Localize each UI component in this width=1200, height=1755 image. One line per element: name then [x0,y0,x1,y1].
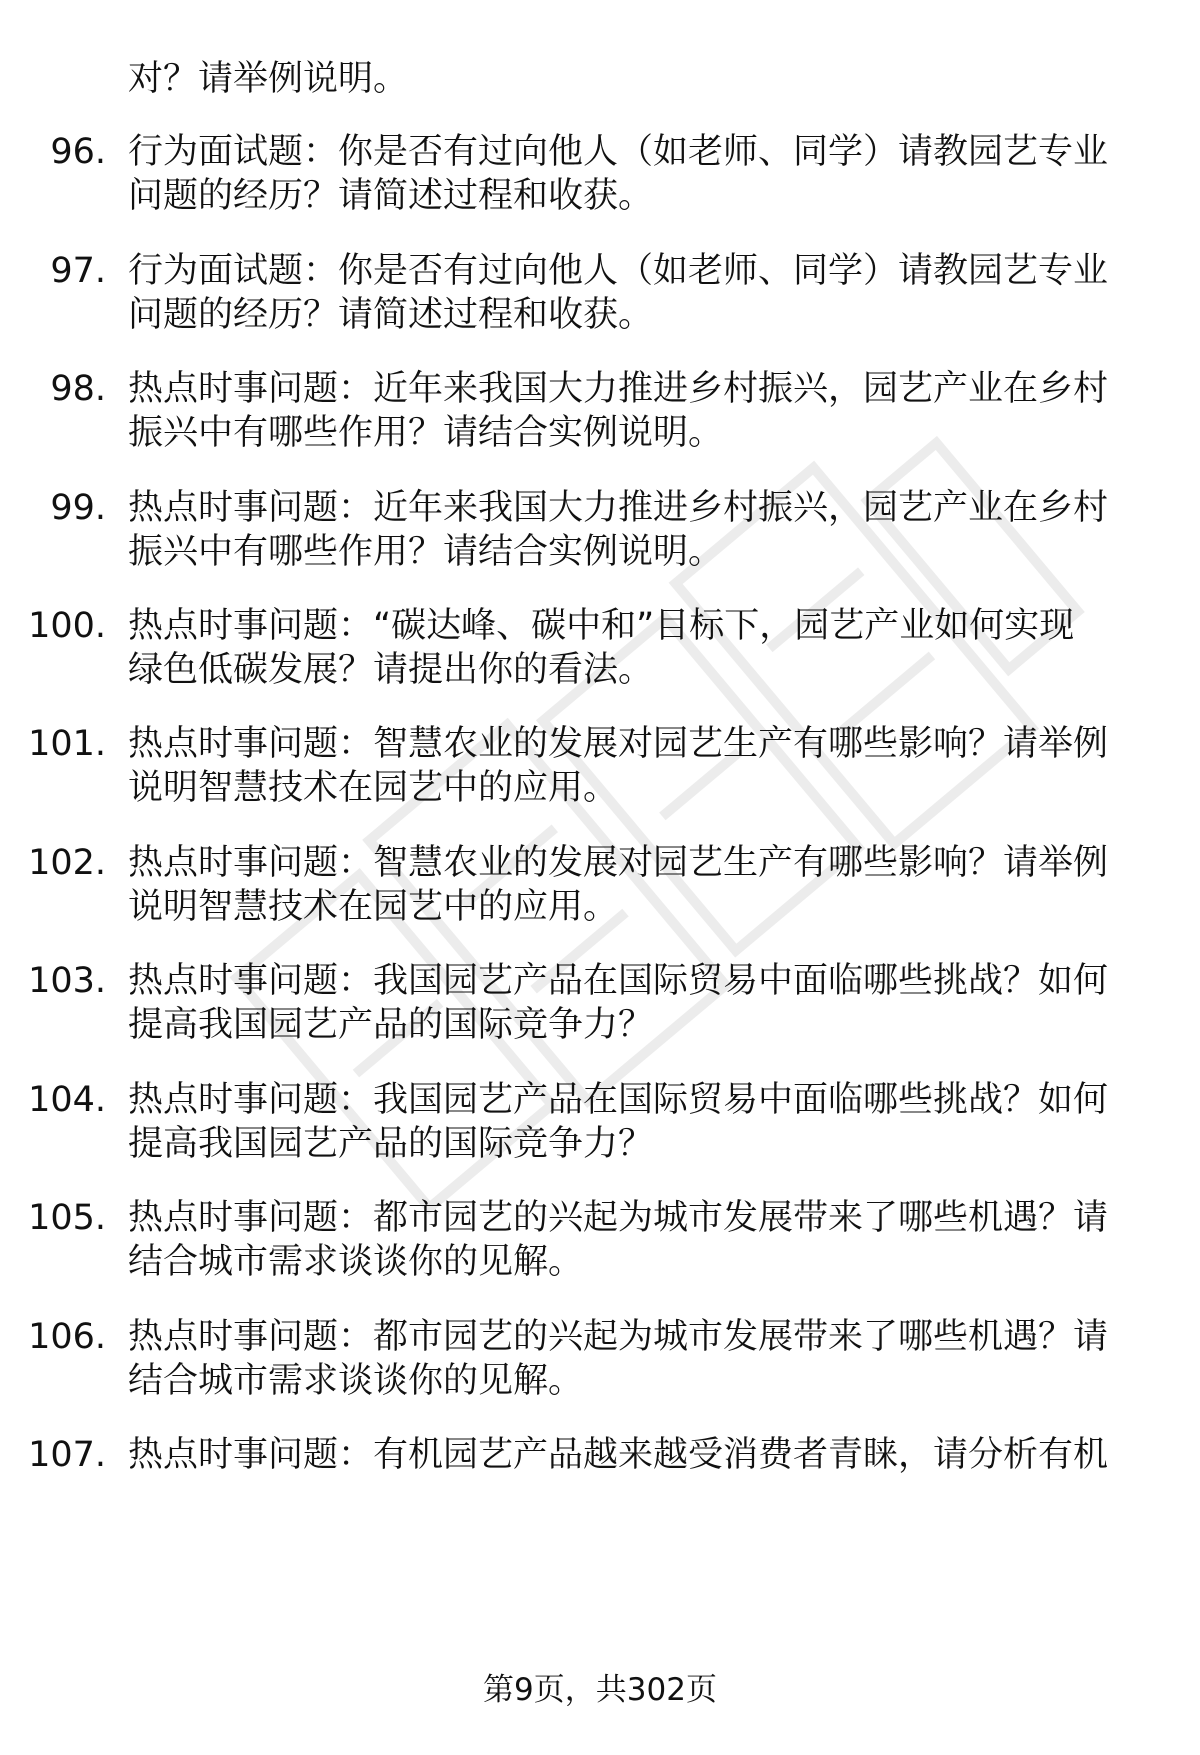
continuation-line-1: 对？请举例说明。 [128,59,409,99]
item-line-2: 结合城市需求谈谈你的见解。 [128,1361,584,1401]
item-line-2: 振兴中有哪些作用？请结合实例说明。 [128,413,724,453]
item-line-1: 热点时事问题：有机园艺产品越来越受消费者青睐，请分析有机 [128,1435,1109,1475]
item-number: 101. [28,724,106,764]
item-line-1: 热点时事问题：都市园艺的兴起为城市发展带来了哪些机遇？请 [128,1317,1109,1357]
item-line-1: 行为面试题：你是否有过向他人（如老师、同学）请教园艺专业 [128,251,1109,291]
item-line-2: 说明智慧技术在园艺中的应用。 [128,768,619,808]
page-number-footer: 第9页，共302页 [483,1672,717,1708]
item-number: 100. [28,606,106,646]
item-number: 99. [50,488,106,528]
item-number: 97. [50,251,106,291]
item-line-2: 提高我国园艺产品的国际竞争力？ [128,1124,654,1164]
item-number: 102. [28,843,106,883]
item-line-2: 提高我国园艺产品的国际竞争力？ [128,1005,654,1045]
item-line-2: 结合城市需求谈谈你的见解。 [128,1242,584,1282]
item-line-2: 问题的经历？请简述过程和收获。 [128,295,654,335]
item-number: 106. [28,1317,106,1357]
item-line-2: 说明智慧技术在园艺中的应用。 [128,887,619,927]
item-number: 98. [50,369,106,409]
item-number: 96. [50,132,106,172]
item-number: 104. [28,1080,106,1120]
item-line-2: 绿色低碳发展？请提出你的看法。 [128,650,654,690]
item-line-1: 热点时事问题：我国园艺产品在国际贸易中面临哪些挑战？如何 [128,961,1109,1001]
item-line-1: 热点时事问题：近年来我国大力推进乡村振兴，园艺产业在乡村 [128,488,1109,528]
item-line-1: 热点时事问题：近年来我国大力推进乡村振兴，园艺产业在乡村 [128,369,1109,409]
item-line-2: 振兴中有哪些作用？请结合实例说明。 [128,532,724,572]
item-number: 105. [28,1198,106,1238]
item-number: 107. [28,1435,106,1475]
item-line-1: 热点时事问题：智慧农业的发展对园艺生产有哪些影响？请举例 [128,843,1109,883]
item-line-1: 热点时事问题：我国园艺产品在国际贸易中面临哪些挑战？如何 [128,1080,1109,1120]
item-line-2: 问题的经历？请简述过程和收获。 [128,176,654,216]
item-line-1: 行为面试题：你是否有过向他人（如老师、同学）请教园艺专业 [128,132,1109,172]
item-line-1: 热点时事问题：“碳达峰、碳中和”目标下，园艺产业如何实现 [128,606,1075,646]
item-line-1: 热点时事问题：都市园艺的兴起为城市发展带来了哪些机遇？请 [128,1198,1109,1238]
item-number: 103. [28,961,106,1001]
item-line-1: 热点时事问题：智慧农业的发展对园艺生产有哪些影响？请举例 [128,724,1109,764]
